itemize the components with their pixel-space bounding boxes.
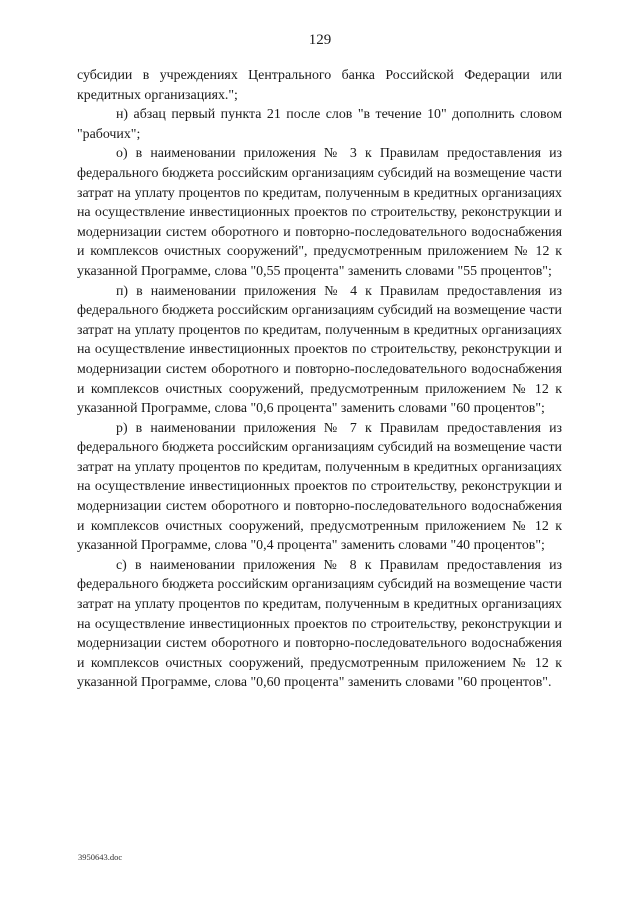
paragraph-item-r: р) в наименовании приложения № 7 к Правилам предоставления из федерального бюджета российским организациям субсидий на возмещение части затрат на уплату процентов по кредитам, полученным в кредитных организациях на осуществление инвестиционных проектов по строительству, реконструкции и модернизации систем оборотного и повторно-последовательного водоснабжения и комплексов очистных сооружений, предусмотренным приложением № 12 к указанной Программе, слова "0,4 процента" заменить словами "40 процентов"; (77, 420, 562, 554)
document-body (77, 66, 562, 693)
paragraph-item-o: о) в наименовании приложения № 3 к Правилам предоставления из федерального бюджета российским организациям субсидий на возмещение части затрат на уплату процентов по кредитам, полученным в кредитных организациях на осуществление инвестиционных проектов по строительству, реконструкции и модернизации систем оборотного и повторно-последовательного водоснабжения и комплексов очистных сооружений", предусмотренным приложением № 12 к указанной Программе, слова "0,55 процента" заменить словами "55 процентов"; (77, 146, 562, 279)
paragraph-item-p: п) в наименовании приложения № 4 к Правилам предоставления из федерального бюджета российским организациям субсидий на возмещение части затрат на уплату процентов по кредитам, полученным в кредитных организациях на осуществление инвестиционных проектов по строительству, реконструкции и модернизации систем оборотного и повторно-последовательного водоснабжения и комплексов очистных сооружений, предусмотренным приложением № 12 к указанной Программе, слова "0,6 процента" заменить словами "60 процентов"; (77, 283, 562, 417)
paragraph-continuation: субсидии в учреждениях Центрального банка Российской Федерации или кредитных организациях."; (77, 68, 562, 103)
paragraph-item-n: н) абзац первый пункта 21 после слов "в течение 10" дополнить словом "рабочих"; (77, 107, 562, 142)
paragraph-item-s: с) в наименовании приложения № 8 к Правилам предоставления из федерального бюджета российским организациям субсидий на возмещение части затрат на уплату процентов по кредитам, полученным в кредитных организациях на осуществление инвестиционных проектов по строительству, реконструкции и модернизации систем оборотного и повторно-последовательного водоснабжения и комплексов очистных сооружений, предусмотренным приложением № 12 к указанной Программе, слова "0,60 процента" заменить словами "60 процентов". (77, 557, 562, 691)
page-number: 129 (308, 32, 332, 48)
footer-file-name: 3950643.doc (78, 852, 123, 862)
